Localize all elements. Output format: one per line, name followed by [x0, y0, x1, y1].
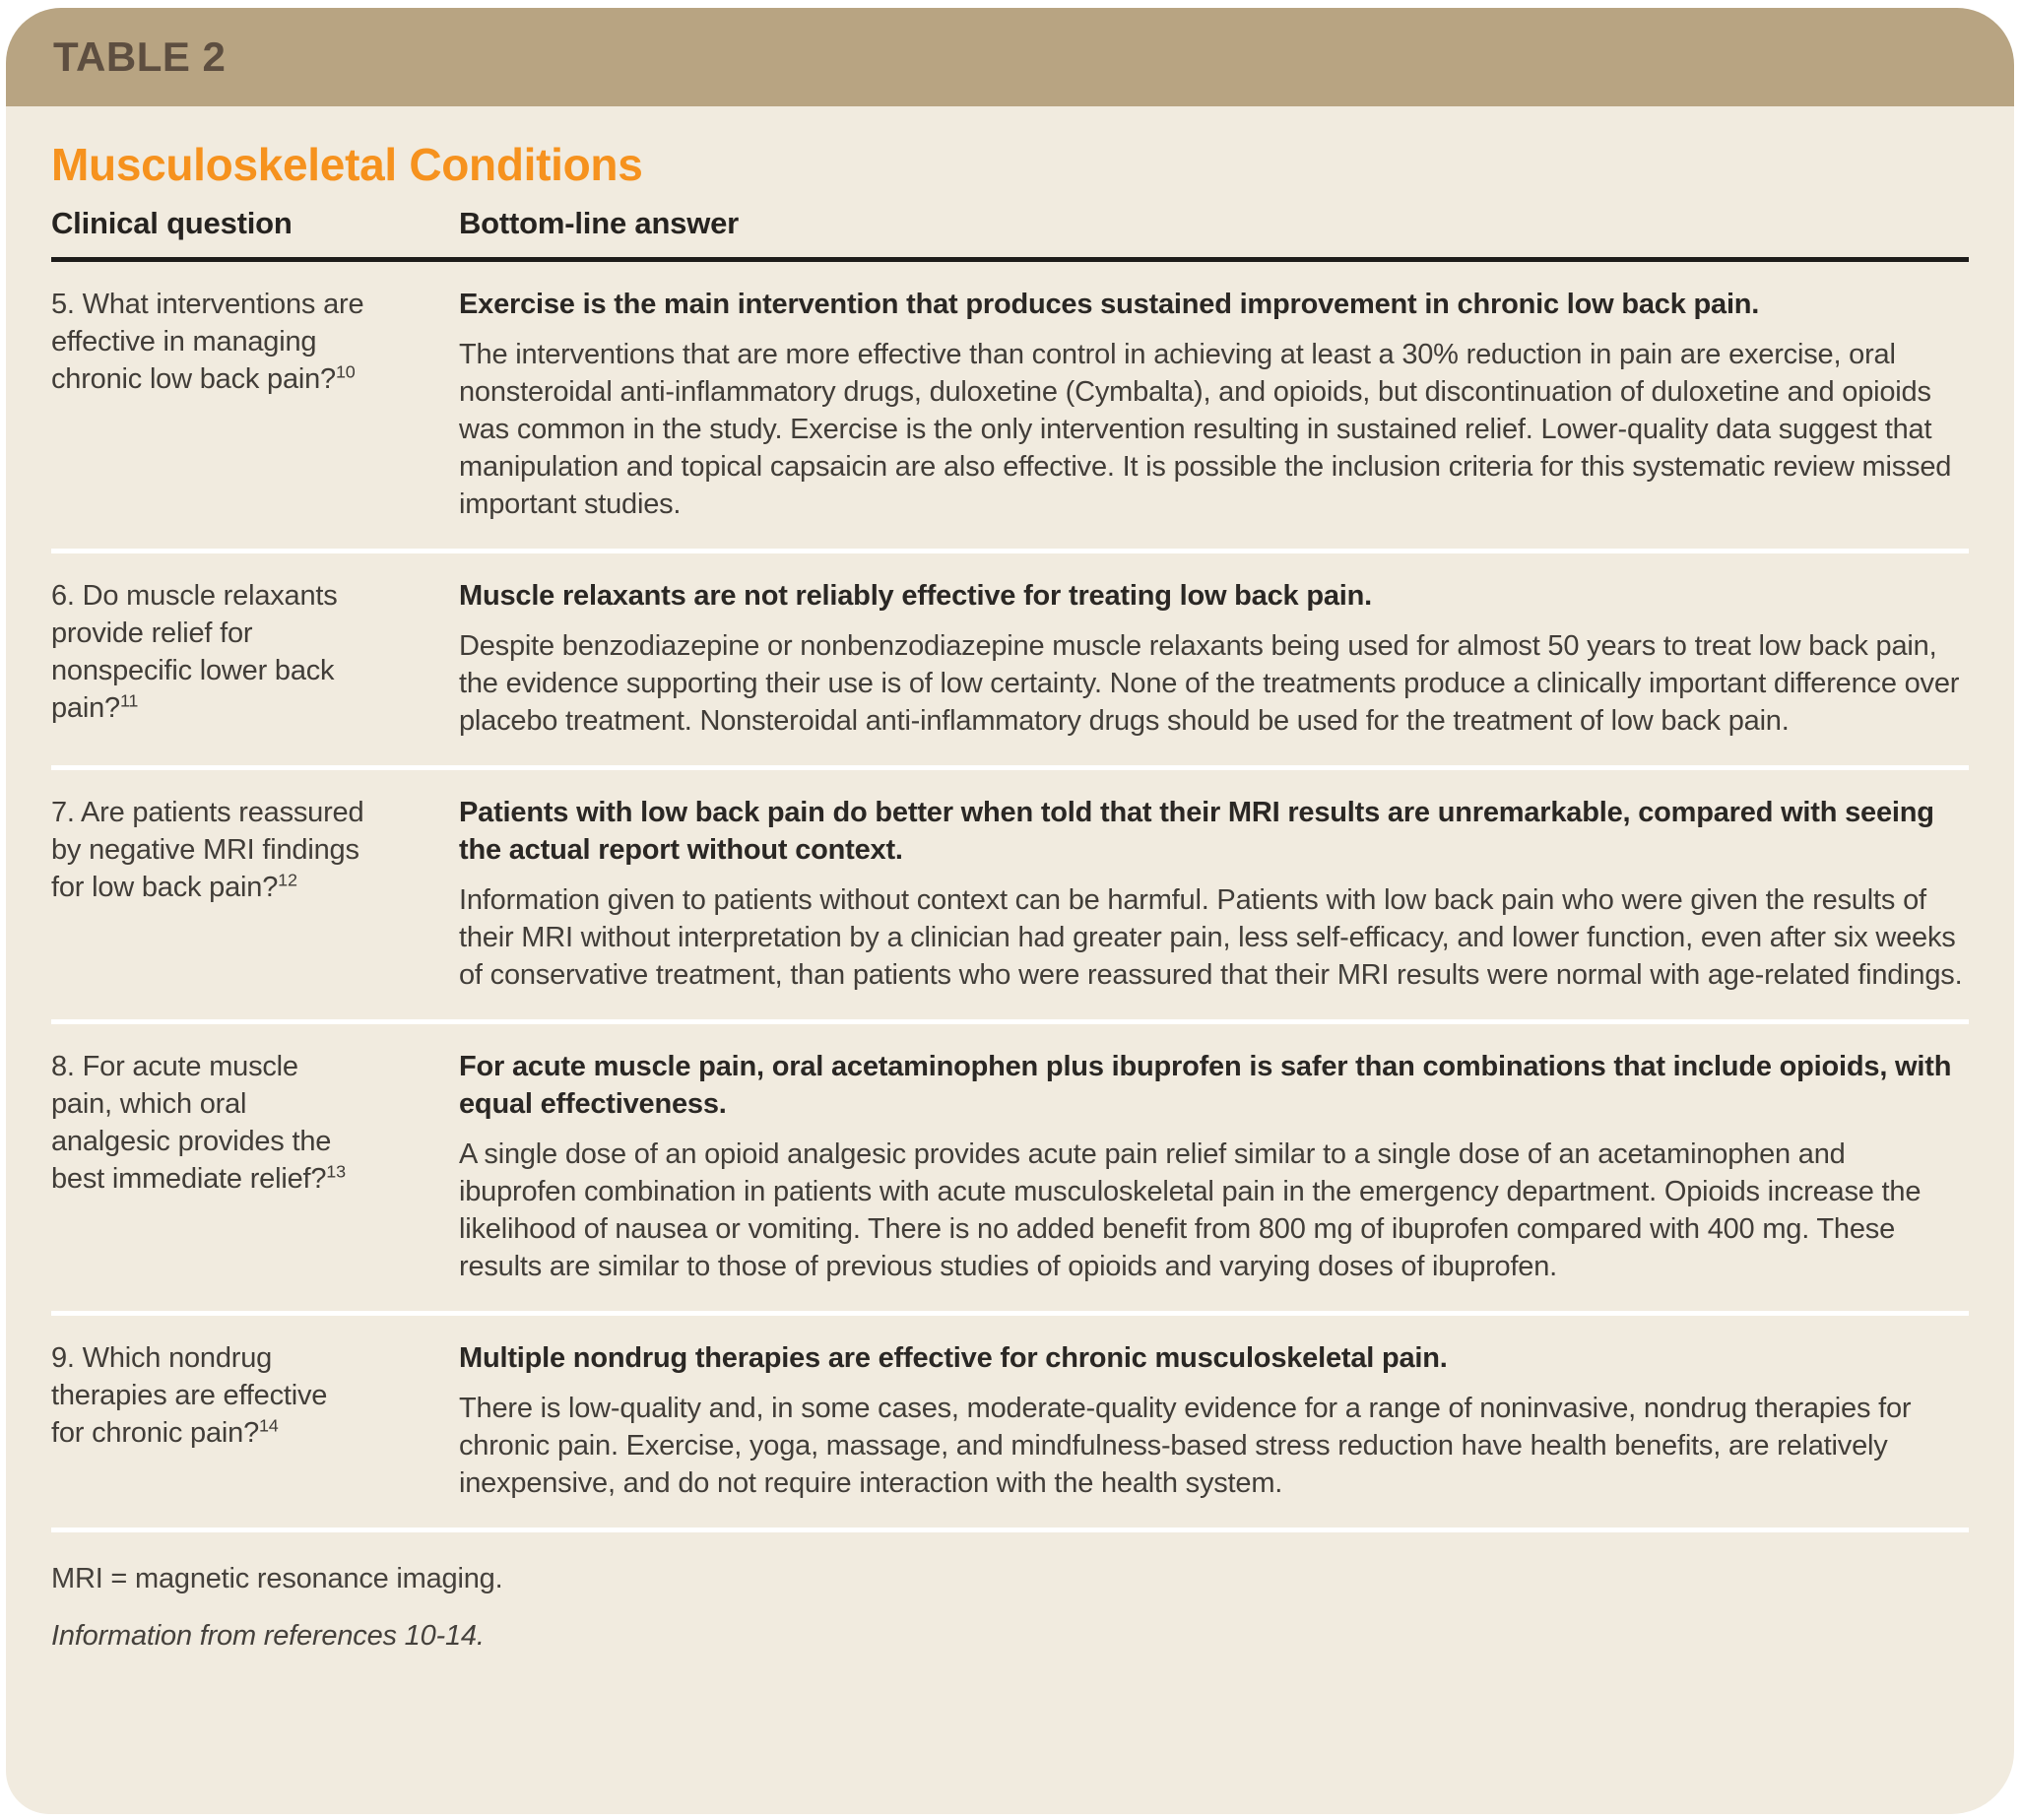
clinical-question-cell	[51, 1048, 459, 1285]
column-header-bottom-line-answer: Bottom-line answer	[459, 205, 740, 240]
table-body	[6, 106, 2014, 1814]
answer-detail: The interventions that are more effective than control in achieving at least a 30% reduction in pain are exercise, oral nonsteroidal anti-inflammatory drugs, duloxetine (Cymbalta), and opioids, but discontinuation of duloxetine and opioids was common in the study. Exercise is the only intervention resulting in sustained relief. Lower-quality data suggest that manipulation and topical capsaicin are also effective. It is possible the inclusion criteria for this systematic review missed important studies.	[459, 338, 1952, 520]
bottom-line-answer-cell	[459, 1339, 1969, 1502]
abbreviation-note: MRI = magnetic resonance imaging.	[51, 1562, 503, 1594]
question-text: 5. What interventions are effective in managing chronic low back pain?	[51, 288, 364, 395]
question-text: 9. Which nondrug therapies are effective for chronic pain?	[51, 1341, 328, 1449]
table-footnotes	[51, 1532, 1969, 1684]
question-reference: 13	[326, 1160, 346, 1181]
table-row	[51, 1024, 1969, 1316]
question-reference: 10	[335, 360, 356, 381]
table-header-band	[6, 8, 2014, 106]
clinical-question-cell	[51, 577, 459, 740]
question-text: 6. Do muscle relaxants provide relief for nonspecific lower back pain?	[51, 579, 338, 724]
column-headers	[51, 206, 1969, 241]
table-row	[51, 1316, 1969, 1532]
clinical-question-cell	[51, 286, 459, 523]
question-reference: 12	[278, 869, 297, 889]
answer-detail: Despite benzodiazepine or nonbenzodiazepine muscle relaxants being used for almost 50 years to treat low back pain, the evidence supporting their use is of low certainty. None of the treatments produce a clinically important difference over placebo treatment. Nonsteroidal anti-inflammatory drugs should be used for the treatment of low back pain.	[459, 629, 1960, 737]
answer-lead: Muscle relaxants are not reliably effective for treating low back pain.	[459, 579, 1372, 612]
table-row	[51, 262, 1969, 553]
answer-lead: Multiple nondrug therapies are effective for chronic musculoskeletal pain.	[459, 1341, 1448, 1374]
clinical-question-cell	[51, 1339, 459, 1502]
table-card	[6, 8, 2014, 1814]
bottom-line-answer-cell	[459, 286, 1969, 523]
answer-detail: Information given to patients without context can be harmful. Patients with low back pain who were given the results of their MRI without interpretation by a clinician had greater pain, less self-efficacy, and lower function, even after six weeks of conservative treatment, than patients who were reassured that their MRI results were normal with age-related findings.	[459, 883, 1963, 991]
answer-lead: Exercise is the main intervention that produces sustained improvement in chronic low back pain.	[459, 288, 1760, 320]
table-row	[51, 553, 1969, 770]
table-row	[51, 770, 1969, 1024]
table-title: Musculoskeletal Conditions	[51, 139, 643, 190]
question-text: 8. For acute muscle pain, which oral analgesic provides the best immediate relief?	[51, 1050, 332, 1195]
question-reference: 14	[259, 1414, 279, 1435]
table-label: TABLE 2	[53, 33, 227, 80]
source-note: Information from references 10-14.	[51, 1619, 485, 1652]
answer-lead: For acute muscle pain, oral acetaminophen plus ibuprofen is safer than combinations that include opioids, with equal effectiveness.	[459, 1050, 1952, 1120]
answer-detail: A single dose of an opioid analgesic provides acute pain relief similar to a single dose of an acetaminophen and ibuprofen combination in patients with acute musculoskeletal pain in the emergency department. Opioids increase the likelihood of nausea or vomiting. There is no added benefit from 800 mg of ibuprofen compared with 400 mg. These results are similar to those of previous studies of opioids and varying doses of ibuprofen.	[459, 1138, 1922, 1282]
answer-detail: There is low-quality and, in some cases, moderate-quality evidence for a range of noninvasive, nondrug therapies for chronic pain. Exercise, yoga, massage, and mindfulness-based stress reduction have health benefits, are relatively inexpensive, and do not require interaction with the health system.	[459, 1392, 1912, 1499]
bottom-line-answer-cell	[459, 1048, 1969, 1285]
column-header-clinical-question: Clinical question	[51, 205, 293, 240]
clinical-question-cell	[51, 794, 459, 994]
answer-lead: Patients with low back pain do better when told that their MRI results are unremarkable, compared with seeing the actual report without context.	[459, 796, 1934, 866]
bottom-line-answer-cell	[459, 577, 1969, 740]
question-reference: 11	[119, 689, 139, 710]
bottom-line-answer-cell	[459, 794, 1969, 994]
question-text: 7. Are patients reassured by negative MRI findings for low back pain?	[51, 796, 364, 903]
